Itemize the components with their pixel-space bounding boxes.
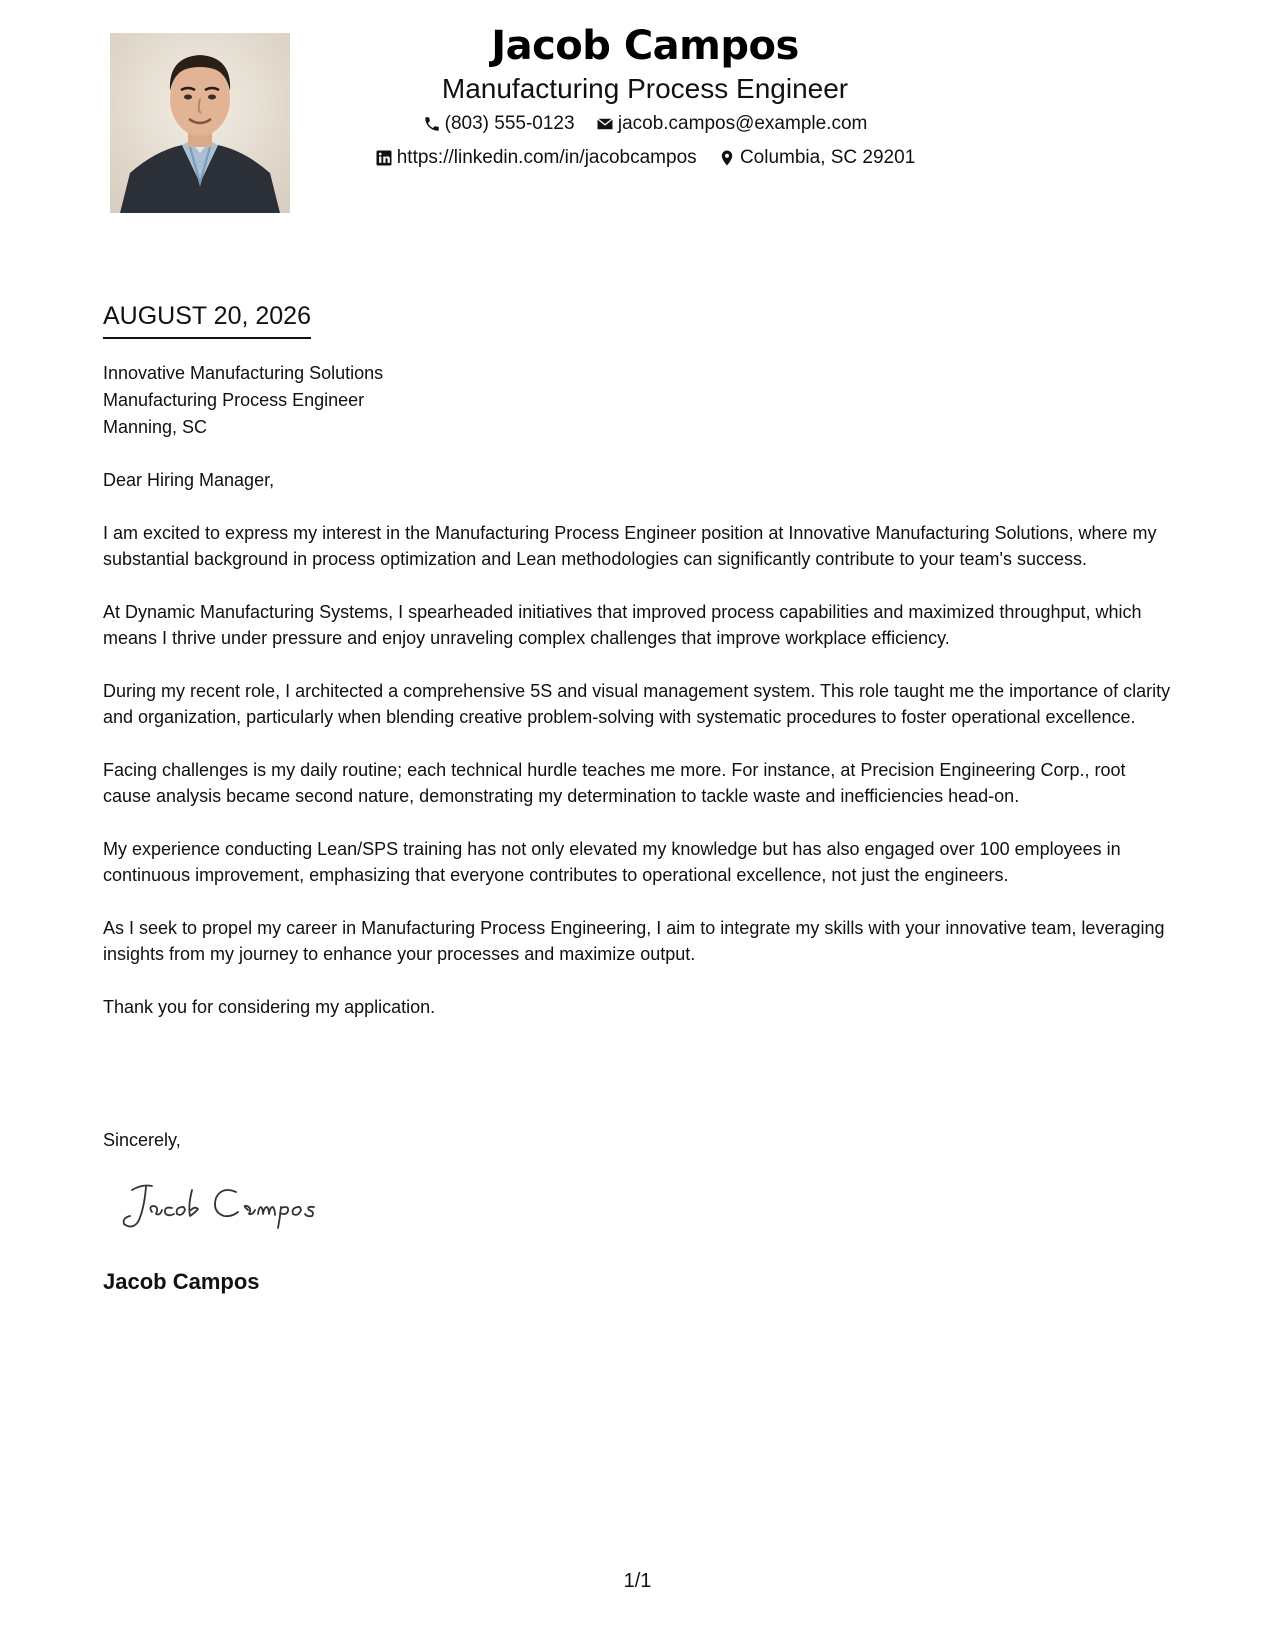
handwritten-signature [118,1176,348,1236]
signer-name: Jacob Campos [103,1269,260,1294]
recipient-location: Manning, SC [103,417,208,437]
contact-email [596,112,868,136]
phone-text: (803) 555-0123 [444,113,575,134]
paragraph: Facing challenges is my daily routine; each technical hurdle teaches me more. For instance, at Precision Engineering Corp., root cause analysis became second nature, demonstrating my determination to tackle waste and inefficiencies head-on. [103,759,1126,806]
paragraph: During my recent role, I architected a comprehensive 5S and visual management system. This role taught me the importance of clarity and organization, particularly when blending creative problem-solving with systematic procedures to foster operational excellence. [103,680,1171,727]
contact-line-2 [300,146,990,174]
recipient-block [103,360,383,441]
paragraph: I am excited to express my interest in the Manufacturing Process Engineer position at Innovative Manufacturing Solutions, where my substantial background in process optimization and Lean methodologies can significantly contribute to your team's success. [103,522,1157,569]
recipient-company: Innovative Manufacturing Solutions [103,363,384,383]
paragraph: My experience conducting Lean/SPS training has not only elevated my knowledge but has also engaged over 100 employees in continuous improvement, emphasizing that everyone contributes to operational excellence, not just the engineers. [103,838,1121,885]
linkedin-icon [375,149,393,167]
contact-linkedin [375,146,697,170]
recipient-position: Manufacturing Process Engineer [103,390,365,410]
linkedin-text: https://linkedin.com/in/jacobcampos [396,147,697,168]
paragraph: Thank you for considering my application. [103,996,436,1017]
applicant-name: Jacob Campos [491,23,799,69]
page-number: 1/1 [623,1570,652,1592]
profile-photo [110,33,290,213]
paragraph: At Dynamic Manufacturing Systems, I spearheaded initiatives that improved process capabilities and maximized throughput, which means I thrive under pressure and enjoy unraveling complex challenges that improve workplace efficiency. [103,601,1142,648]
applicant-title: Manufacturing Process Engineer [441,73,849,104]
salutation: Dear Hiring Manager, [103,470,275,490]
envelope-icon [596,115,614,133]
contact-line-1 [300,112,990,140]
letter-header [300,20,990,174]
contact-phone [423,112,575,136]
map-pin-icon [718,149,736,167]
closing: Sincerely, [103,1130,181,1150]
paragraph: As I seek to propel my career in Manufacturing Process Engineering, I aim to integrate my skills with your innovative team, leveraging insights from my journey to enhance your processes and maximize output. [103,917,1165,964]
letter-date: AUGUST 20, 2026 [103,299,311,339]
contact-location [718,146,915,170]
location-text: Columbia, SC 29201 [739,147,916,168]
email-text: jacob.campos@example.com [617,113,868,134]
phone-icon [423,115,441,133]
letter-body [103,467,1178,1046]
